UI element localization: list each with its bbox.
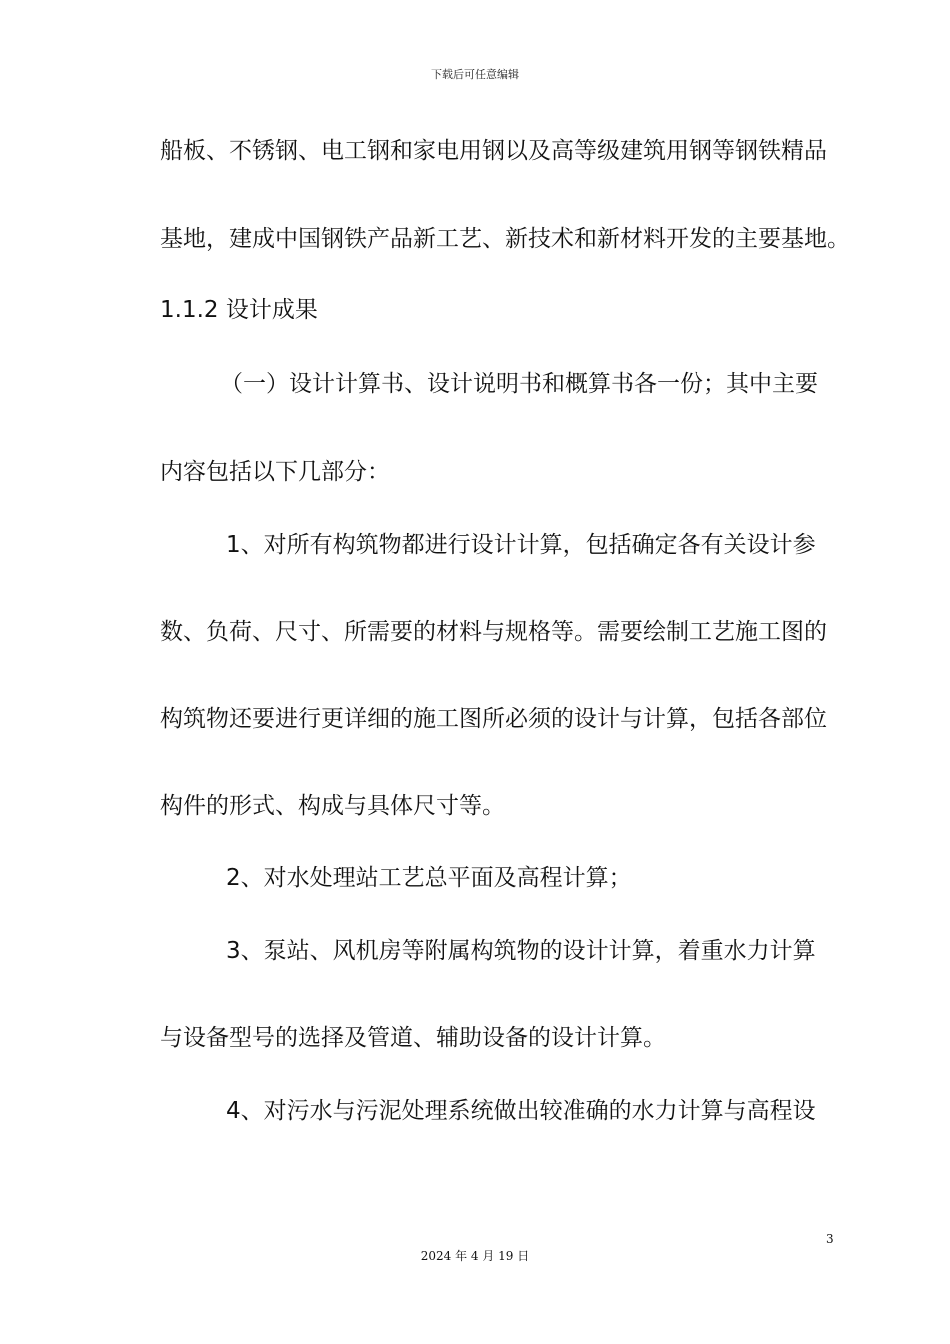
page-footer-date: 2024 年 4 月 19 日 [420, 1249, 530, 1263]
list-item-3-line-1: 3、泵站、风机房等附属构筑物的设计计算，着重水力计算 [226, 938, 816, 964]
page-header: 下载后可任意编辑 [431, 68, 519, 81]
list-item-1-line-1: 1、对所有构筑物都进行设计计算，包括确定各有关设计参 [226, 532, 816, 558]
section-heading: 1.1.2 设计成果 [160, 297, 318, 323]
body-line-2: 基地，建成中国钢铁产品新工艺、新技术和新材料开发的主要基地。 [160, 226, 850, 252]
list-item-1-line-4: 构件的形式、构成与具体尺寸等。 [160, 793, 505, 819]
list-item-1-line-3: 构筑物还要进行更详细的施工图所必须的设计与计算，包括各部位 [160, 706, 827, 732]
list-item-3-line-2: 与设备型号的选择及管道、辅助设备的设计计算。 [160, 1025, 666, 1051]
list-item-1-line-2: 数、负荷、尺寸、所需要的材料与规格等。需要绘制工艺施工图的 [160, 619, 827, 645]
body-line-1: 船板、不锈钢、电工钢和家电用钢以及高等级建筑用钢等钢铁精品 [160, 138, 827, 164]
body-line-4: （一）设计计算书、设计说明书和概算书各一份；其中主要 [220, 371, 818, 397]
list-item-2: 2、对水处理站工艺总平面及高程计算； [226, 865, 632, 891]
list-item-4-line-1: 4、对污水与污泥处理系统做出较准确的水力计算与高程设 [226, 1098, 816, 1124]
page-number: 3 [826, 1232, 834, 1246]
body-line-5: 内容包括以下几部分： [160, 459, 390, 485]
